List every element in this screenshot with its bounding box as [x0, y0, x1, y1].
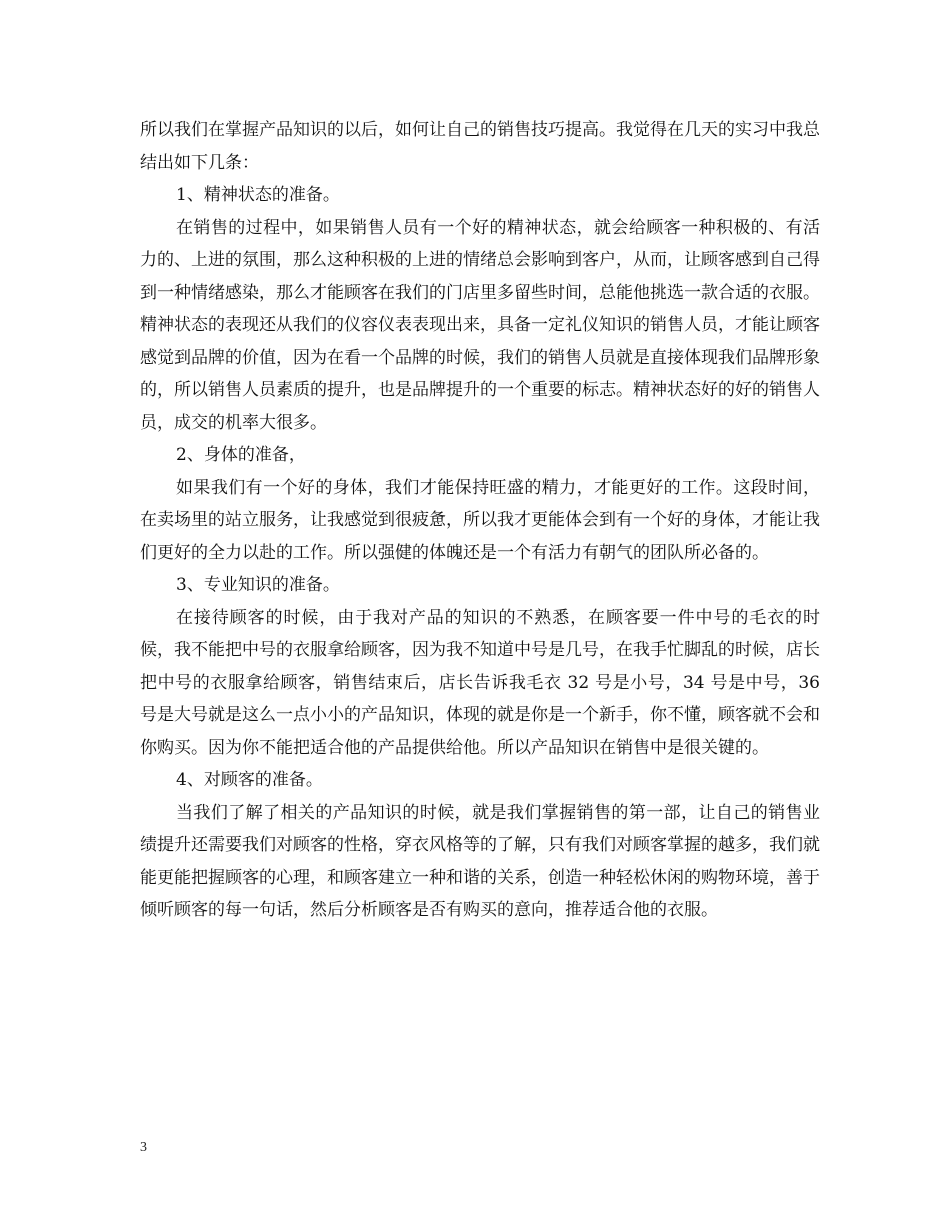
paragraph-physical: 如果我们有一个好的身体，我们才能保持旺盛的精力，才能更好的工作。这段时间，在卖场里的站立服务，让我感觉到很疲惫，所以我才更能体会到有一个好的身体，才能让我们更好的全力以赴的工作。所以强健的体魄还是一个有活力有朝气的团队所必备的。 [140, 477, 820, 563]
paragraph-mental-state: 在销售的过程中，如果销售人员有一个好的精神状态，就会给顾客一种积极的、有活力的、上进的氛围，那么这种积极的上进的情绪总会影响到客户，从而，让顾客感到自己得到一种情绪感染，那么才能顾客在我们的门店里多留些时间，总能他挑选一款合适的衣服。精神状态的表现还从我们的仪容仪表表现出来，具备一定礼仪知识的销售人员，才能让顾客感觉到品牌的价值，因为在看一个品牌的时候，我们的销售人员就是直接体现我们品牌形象的，所以销售人员素质的提升，也是品牌提升的一个重要的标志。精神状态好的好的销售人员，成交的机率大很多。 [140, 217, 820, 433]
paragraph-customer: 当我们了解了相关的产品知识的时候，就是我们掌握销售的第一部，让自己的销售业绩提升还需要我们对顾客的性格，穿衣风格等的了解，只有我们对顾客掌握的越多，我们就能更能把握顾客的心理，和顾客建立一种和谐的关系，创造一种轻松休闲的购物环境，善于倾听顾客的每一句话，然后分析顾客是否有购买的意向，推荐适合他的衣服。 [140, 802, 820, 920]
heading-product-knowledge: 3、专业知识的准备。 [176, 575, 340, 595]
paragraph-product-knowledge: 在接待顾客的时候，由于我对产品的知识的不熟悉，在顾客要一件中号的毛衣的时候，我不能把中号的衣服拿给顾客，因为我不知道中号是几号，在我手忙脚乱的时候，店长把中号的衣服拿给顾客，销售结束后，店长告诉我毛衣 32 号是小号，34 号是中号，36 号是大号就是这么一点小小的产品知识，体现的就是你是一个新手，你不懂，顾客就不会和你购买。因为你不能把适合他的产品提供给他。所以产品知识在销售中是很关键的。 [140, 607, 820, 758]
heading-customer: 4、对顾客的准备。 [176, 770, 323, 790]
heading-mental-state: 1、精神状态的准备。 [176, 185, 340, 205]
heading-physical: 2、身体的准备， [176, 445, 306, 465]
page-number: 3 [140, 1140, 147, 1155]
document-body [140, 114, 820, 927]
paragraph-intro: 所以我们在掌握产品知识的以后，如何让自己的销售技巧提高。我觉得在几天的实习中我总结出如下几条： [140, 120, 820, 173]
